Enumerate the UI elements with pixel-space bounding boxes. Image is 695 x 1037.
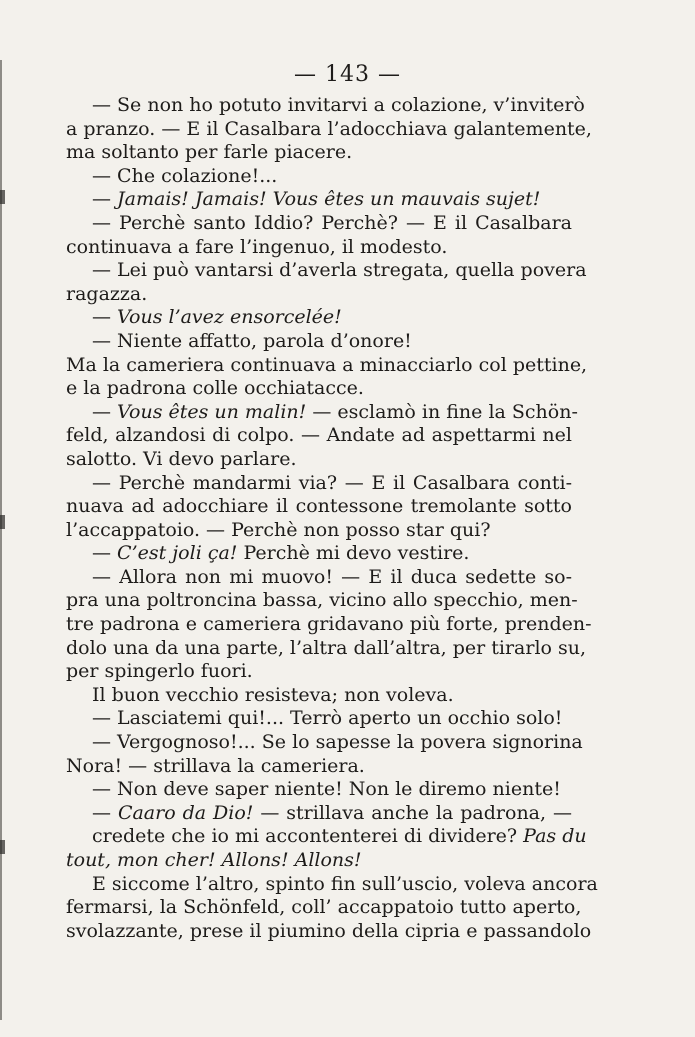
text-segment: — Perchè santo Iddio? Perchè? — E il Casalbara	[92, 211, 572, 234]
text-line	[66, 117, 592, 142]
text-line	[66, 707, 572, 731]
text-line	[66, 684, 572, 708]
text-line	[66, 472, 572, 496]
text-segment: —	[92, 188, 118, 211]
text-segment: feld, alzandosi di colpo. — Andate ad aspettarmi nel	[66, 424, 572, 447]
text-line	[66, 212, 572, 236]
text-line	[66, 755, 572, 779]
text-segment: Ma la cameriera continuava a minacciarlo col pettine,	[66, 353, 588, 376]
text-segment: — esclamò in fine la Schön-	[306, 400, 578, 423]
text-segment: l’accappatoio. — Perchè non posso star qui?	[66, 518, 491, 541]
text-line	[66, 400, 578, 425]
text-segment: — Che colazione!...	[92, 164, 278, 187]
text-line	[66, 825, 587, 849]
text-segment: continuava a fare l’ingenuo, il modesto.	[66, 235, 448, 258]
text-segment: — Se non ho potuto invitarvi a colazione, v’inviterò	[92, 94, 585, 116]
text-segment: —	[92, 801, 118, 824]
italic-segment: C’est joli ça!	[117, 542, 238, 565]
text-line	[66, 495, 572, 519]
page-number: — 143 —	[294, 62, 401, 87]
text-segment: Il buon vecchio resisteva; non voleva.	[92, 683, 454, 706]
text-line	[66, 542, 572, 566]
text-segment: — Lei può vantarsi d’averla stregata, quella povera	[92, 259, 587, 282]
text-line	[66, 660, 572, 684]
binding-mark	[0, 840, 5, 854]
italic-segment: Caaro da Dio!	[117, 801, 254, 824]
italic-segment: Pas du	[523, 825, 587, 848]
italic-segment: Jamais! Jamais! Vous êtes un mauvais sujet!	[117, 188, 541, 211]
text-segment: tre padrona e cameriera gridavano più forte, prenden-	[66, 613, 592, 636]
binding-mark	[0, 515, 5, 529]
text-segment: nuava ad adocchiare il contessone tremolante sotto	[66, 495, 572, 518]
text-line	[66, 306, 572, 330]
text-segment: — Non deve saper niente! Non le diremo niente!	[92, 778, 561, 801]
text-segment: svolazzante, prese il piumino della cipria e passandolo	[66, 919, 592, 942]
text-line	[66, 188, 572, 212]
text-segment: pra una poltroncina bassa, vicino allo specchio, men-	[66, 589, 578, 612]
text-segment: — Perchè mandarmi via? — E il Casalbara conti-	[92, 471, 572, 494]
text-line	[66, 636, 587, 661]
text-line	[66, 94, 585, 118]
text-segment: e la padrona colle occhiatacce.	[66, 377, 364, 400]
text-segment: — strillava anche la padrona, —	[253, 801, 572, 824]
text-segment: dolo una da una parte, l’altra dall’altra, per tirarlo su,	[66, 636, 587, 659]
text-segment: salotto. Vi devo parlare.	[66, 447, 297, 470]
text-line	[66, 283, 572, 307]
text-segment: —	[92, 306, 118, 329]
italic-segment: Vous l’avez ensorcelée!	[117, 306, 342, 329]
text-line	[66, 141, 572, 165]
text-line	[66, 849, 572, 873]
text-segment: per spingerlo fuori.	[66, 660, 253, 683]
text-line	[66, 919, 592, 944]
text-segment: — Vergognoso!... Se lo sapesse la povera signorina	[92, 731, 583, 754]
text-line	[66, 165, 572, 189]
text-line	[66, 613, 592, 637]
text-line	[66, 377, 572, 401]
text-segment: a pranzo. — E il Casalbara l’adocchiava galantemente,	[66, 117, 592, 140]
text-segment: —	[92, 400, 118, 423]
text-segment: — Allora non mi muovo! — E il duca sedette so-	[92, 565, 572, 588]
text-segment: — Niente affatto, parola d’onore!	[92, 329, 412, 352]
italic-segment: tout, mon cher! Allons! Allons!	[66, 849, 362, 871]
text-line	[66, 353, 588, 378]
text-line	[66, 259, 587, 283]
text-segment: —	[92, 542, 118, 565]
text-segment: credete che io mi accontenterei di dividere?	[92, 825, 524, 848]
text-line	[66, 872, 598, 897]
text-line	[66, 896, 582, 920]
text-segment: ma soltanto per farle piacere.	[66, 141, 353, 164]
text-segment: Nora! — strillava la cameriera.	[66, 754, 365, 777]
text-line	[66, 236, 572, 260]
text-line	[66, 330, 572, 354]
page-edge	[0, 60, 8, 1020]
text-segment: E siccome l’altro, spinto fin sull’uscio, voleva ancora	[92, 872, 598, 895]
text-line	[66, 778, 572, 802]
binding-mark	[0, 190, 5, 204]
text-line	[66, 589, 578, 613]
text-segment: ragazza.	[66, 282, 148, 305]
text-segment: fermarsi, la Schönfeld, coll’ accappatoio tutto aperto,	[66, 896, 582, 919]
body-text	[66, 94, 598, 943]
text-line	[66, 519, 572, 543]
text-segment: — Lasciatemi qui!... Terrò aperto un occhio solo!	[92, 707, 563, 730]
text-line	[66, 448, 572, 472]
text-line	[66, 566, 572, 590]
text-line	[66, 424, 572, 448]
italic-segment: Vous êtes un malin!	[117, 400, 307, 423]
text-line	[66, 802, 572, 826]
text-segment: Perchè mi devo vestire.	[237, 542, 470, 565]
text-line	[66, 731, 583, 755]
